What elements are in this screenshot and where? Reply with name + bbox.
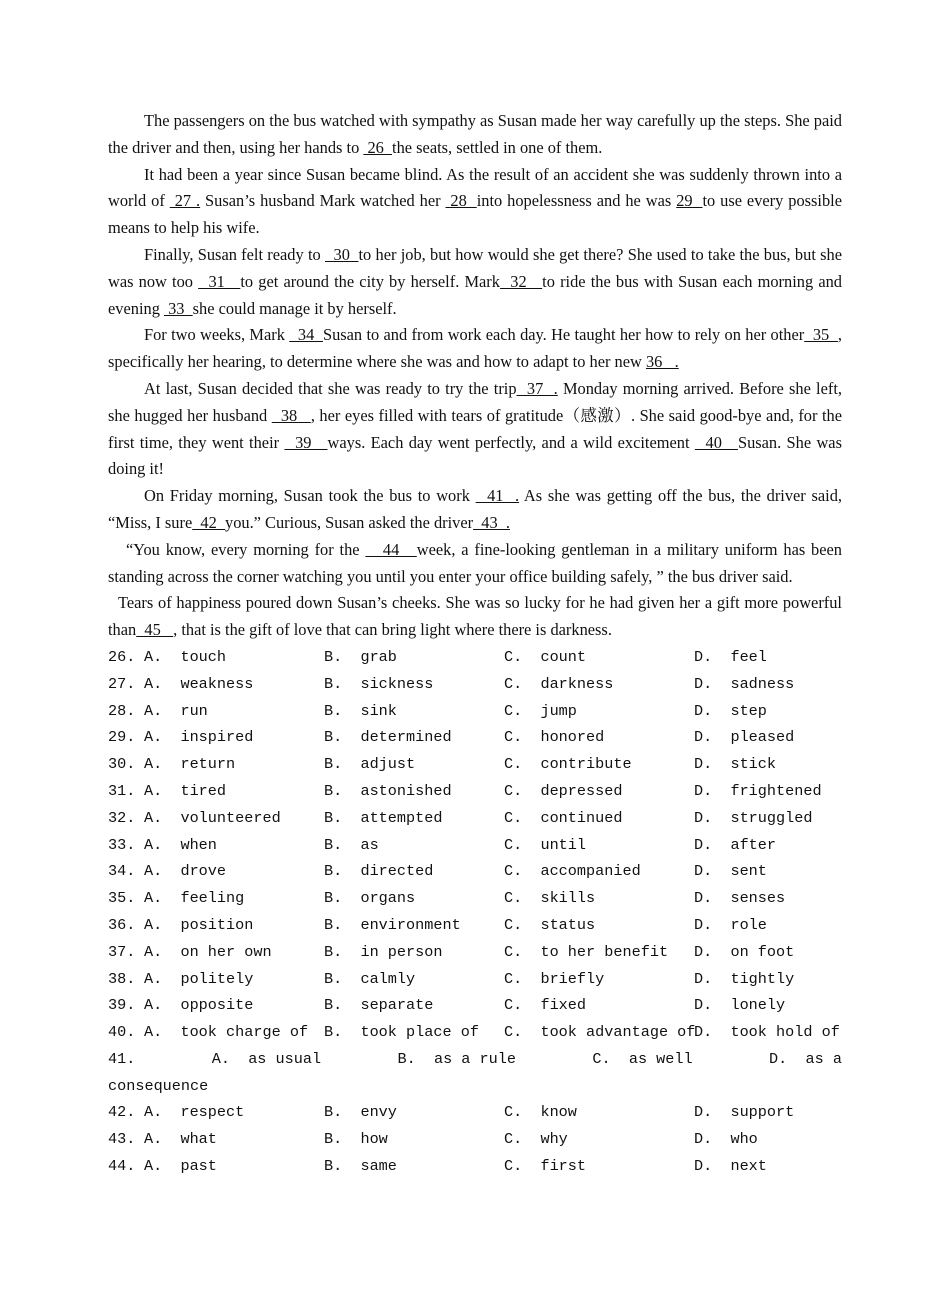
option-d: D. next — [694, 1157, 767, 1176]
option-d: D. feel — [694, 647, 767, 666]
option-a: A. volunteered — [144, 808, 281, 827]
question-row — [108, 832, 842, 859]
option-b: B. adjust — [324, 755, 416, 774]
option-b: B. grab — [324, 647, 397, 666]
question-row — [108, 778, 842, 805]
passage-text: For two weeks, Mark — [144, 325, 290, 345]
question-number: 40. — [108, 1023, 136, 1042]
passage-text: “You know, every morning for the — [126, 539, 366, 559]
passage-text: As she was getting off the bus, the driver said, “Miss, I sure — [108, 486, 843, 532]
option-d: D. sent — [694, 862, 767, 881]
option-d: D. who — [694, 1130, 758, 1149]
option-c: C. took advantage of — [504, 1023, 696, 1042]
answer-blank: 30 — [325, 244, 359, 264]
answer-blank: 26 — [363, 137, 393, 157]
option-b: B. sink — [324, 701, 397, 720]
answer-blank: 28 — [445, 191, 477, 211]
question-number: 39. — [108, 996, 136, 1015]
passage-text: ways. Each day went perfectly, and a wild excitement — [327, 432, 695, 452]
answer-blank: 44 — [365, 539, 417, 559]
option-c: C. first — [504, 1157, 587, 1176]
passage-text: week, a fine-looking gentleman in a military uniform has been standing across the corner watching you until you enter your office building safely, ” the bus driver said. — [108, 539, 842, 586]
option-d-continuation: consequence — [108, 1076, 209, 1095]
option-d: D. frightened — [694, 781, 822, 800]
option-c: C. honored — [504, 728, 605, 747]
option-a: A. past — [144, 1157, 217, 1176]
question-row — [108, 1099, 842, 1126]
answer-blank: 36 . — [645, 352, 679, 372]
passage-paragraph — [108, 537, 842, 591]
option-a: A. on her own — [144, 942, 272, 961]
option-c: C. skills — [504, 889, 596, 908]
question-row — [108, 698, 842, 725]
option-a: A. politely — [144, 969, 254, 988]
question-number: 27. — [108, 674, 136, 693]
option-b: B. astonished — [324, 781, 452, 800]
option-c: C. contribute — [504, 755, 632, 774]
question-number: 38. — [108, 969, 136, 988]
option-b: B. took place of — [324, 1023, 479, 1042]
option-c: C. continued — [504, 808, 623, 827]
option-b: B. environment — [324, 915, 461, 934]
question-number: 26. — [108, 647, 136, 666]
cloze-passage — [108, 108, 842, 644]
passage-text: Susan. She was doing it! — [108, 432, 842, 479]
option-c: C. count — [504, 647, 587, 666]
question-number: 33. — [108, 835, 136, 854]
question-row — [108, 1126, 842, 1153]
option-b: B. sickness — [324, 674, 434, 693]
passage-text: into hopelessness and he was — [476, 191, 677, 211]
answer-blank: 32 — [499, 271, 543, 291]
answer-blank: 29 — [676, 191, 703, 211]
passage-text: Finally, Susan felt ready to — [144, 244, 325, 264]
answer-blank: 41 . — [475, 486, 520, 506]
passage-text: , that is the gift of love that can bring light where there is darkness. — [173, 620, 612, 640]
option-a: A. tired — [144, 781, 227, 800]
question-row — [108, 1046, 842, 1073]
question-row — [108, 992, 842, 1019]
option-b: B. separate — [324, 996, 434, 1015]
option-d: D. lonely — [694, 996, 786, 1015]
question-row — [108, 1019, 842, 1046]
passage-paragraph — [108, 108, 842, 162]
option-c: C. fixed — [504, 996, 587, 1015]
question-number: 30. — [108, 755, 136, 774]
option-c: C. until — [504, 835, 587, 854]
document-page — [108, 108, 842, 1180]
option-d: D. support — [694, 1103, 795, 1122]
option-a: A. when — [144, 835, 217, 854]
question-number: 42. — [108, 1103, 136, 1122]
question-row — [108, 885, 842, 912]
option-b: B. organs — [324, 889, 416, 908]
question-number: 32. — [108, 808, 136, 827]
passage-paragraph — [108, 322, 842, 376]
option-c: C. briefly — [504, 969, 605, 988]
option-d: D. sadness — [694, 674, 795, 693]
question-row — [108, 644, 842, 671]
option-c: C. accompanied — [504, 862, 641, 881]
answer-blank: 37 . — [516, 378, 558, 398]
passage-text: to use every possible means to help his wife. — [108, 191, 842, 238]
question-row — [108, 1153, 842, 1180]
option-a: A. drove — [144, 862, 227, 881]
option-a: A. position — [144, 915, 254, 934]
option-c: C. depressed — [504, 781, 623, 800]
answer-blank: 35 — [804, 325, 838, 345]
option-b: B. as — [324, 835, 379, 854]
option-c: C. to her benefit — [504, 942, 669, 961]
question-number: 31. — [108, 781, 136, 800]
option-b: B. envy — [324, 1103, 397, 1122]
passage-text: to her job, but how would she get there? She used to take the bus, but she was now too — [108, 244, 842, 291]
option-c: C. as well — [592, 1049, 693, 1068]
passage-text: , her eyes filled with tears of gratitude（感激）. She said good-bye and, for the first time, they went their — [108, 405, 842, 452]
option-a: A. inspired — [144, 728, 254, 747]
option-d: D. senses — [694, 889, 786, 908]
passage-text: she could manage it by herself. — [192, 298, 397, 318]
passage-paragraph — [108, 376, 842, 483]
passage-text: At last, Susan decided that she was ready to try the trip — [144, 378, 517, 398]
option-d: D. on foot — [694, 942, 795, 961]
passage-text: to get around the city by herself. Mark — [240, 271, 500, 291]
option-c: C. jump — [504, 701, 577, 720]
option-d: D. tightly — [694, 969, 795, 988]
option-c: C. status — [504, 915, 596, 934]
option-b: B. directed — [324, 862, 434, 881]
passage-text: you.” Curious, Susan asked the driver — [225, 512, 474, 532]
question-row — [108, 939, 842, 966]
option-b: B. same — [324, 1157, 397, 1176]
passage-text: , specifically her hearing, to determine where she was and how to adapt to her new — [108, 325, 843, 372]
option-b: B. determined — [324, 728, 452, 747]
question-row — [108, 805, 842, 832]
option-c: C. know — [504, 1103, 577, 1122]
question-row — [108, 858, 842, 885]
option-d: D. after — [694, 835, 777, 854]
question-number: 34. — [108, 862, 136, 881]
answer-blank: 34 — [289, 325, 323, 345]
option-a: A. run — [144, 701, 208, 720]
answer-blank: 43 . — [473, 512, 510, 532]
passage-text: The passengers on the bus watched with sympathy as Susan made her way carefully up the steps. She paid the driver and then, using her hands to — [108, 111, 842, 157]
passage-paragraph — [108, 162, 842, 242]
option-d: D. step — [694, 701, 767, 720]
question-number: 35. — [108, 889, 136, 908]
option-a: A. took charge of — [144, 1023, 309, 1042]
passage-text: On Friday morning, Susan took the bus to work — [144, 486, 476, 506]
passage-text: It had been a year since Susan became blind. As the result of an accident she was suddenly thrown into a world of — [108, 164, 842, 211]
question-number: 29. — [108, 728, 136, 747]
question-number: 37. — [108, 942, 136, 961]
option-a: A. what — [144, 1130, 217, 1149]
option-a: A. weakness — [144, 674, 254, 693]
answer-blank: 42 — [192, 512, 225, 532]
question-row — [108, 912, 842, 939]
question-row — [108, 724, 842, 751]
option-d: D. struggled — [694, 808, 813, 827]
question-number: 44. — [108, 1157, 136, 1176]
answer-blank: 27 . — [169, 191, 201, 211]
answer-blank: 38 — [271, 405, 311, 425]
question-row — [108, 751, 842, 778]
passage-text: Tears of happiness poured down Susan’s cheeks. She was so lucky for he had given her a gift more powerful than — [108, 593, 842, 640]
answer-blank: 33 — [163, 298, 193, 318]
question-number: 41. — [108, 1049, 136, 1068]
option-c: C. darkness — [504, 674, 614, 693]
answer-blank: 45 — [136, 620, 174, 640]
option-c: C. why — [504, 1130, 568, 1149]
option-a: A. feeling — [144, 889, 245, 908]
option-a: A. respect — [144, 1103, 245, 1122]
passage-text: Monday morning arrived. Before she left, she hugged her husband — [108, 378, 842, 425]
passage-text: the seats, settled in one of them. — [392, 137, 603, 157]
option-b: B. as a rule — [397, 1049, 516, 1068]
option-d: D. role — [694, 915, 767, 934]
option-a: A. touch — [144, 647, 227, 666]
answer-blank: 40 — [694, 432, 738, 452]
option-a: A. return — [144, 755, 236, 774]
passage-paragraph — [108, 242, 842, 322]
passage-paragraph — [108, 483, 842, 537]
option-d: D. pleased — [694, 728, 795, 747]
option-d: D. as a — [769, 1049, 842, 1068]
option-b: B. calmly — [324, 969, 416, 988]
option-a: A. opposite — [144, 996, 254, 1015]
option-a: A. as usual — [211, 1049, 322, 1068]
passage-text: Susan’s husband Mark watched her — [200, 191, 446, 211]
option-b: B. in person — [324, 942, 443, 961]
question-row — [108, 966, 842, 993]
question-row — [108, 671, 842, 698]
passage-paragraph — [108, 590, 842, 644]
question-number: 43. — [108, 1130, 136, 1149]
option-d: D. stick — [694, 755, 777, 774]
answer-options — [108, 644, 842, 1180]
passage-text: Susan to and from work each day. He taught her how to rely on her other — [322, 325, 805, 345]
question-number: 28. — [108, 701, 136, 720]
option-b: B. how — [324, 1130, 388, 1149]
option-d: D. took hold of — [694, 1023, 840, 1042]
passage-text: to ride the bus with Susan each morning and evening — [108, 271, 842, 318]
question-number: 36. — [108, 915, 136, 934]
answer-blank: 31 — [198, 271, 241, 291]
option-b: B. attempted — [324, 808, 443, 827]
answer-blank: 39 — [284, 432, 328, 452]
